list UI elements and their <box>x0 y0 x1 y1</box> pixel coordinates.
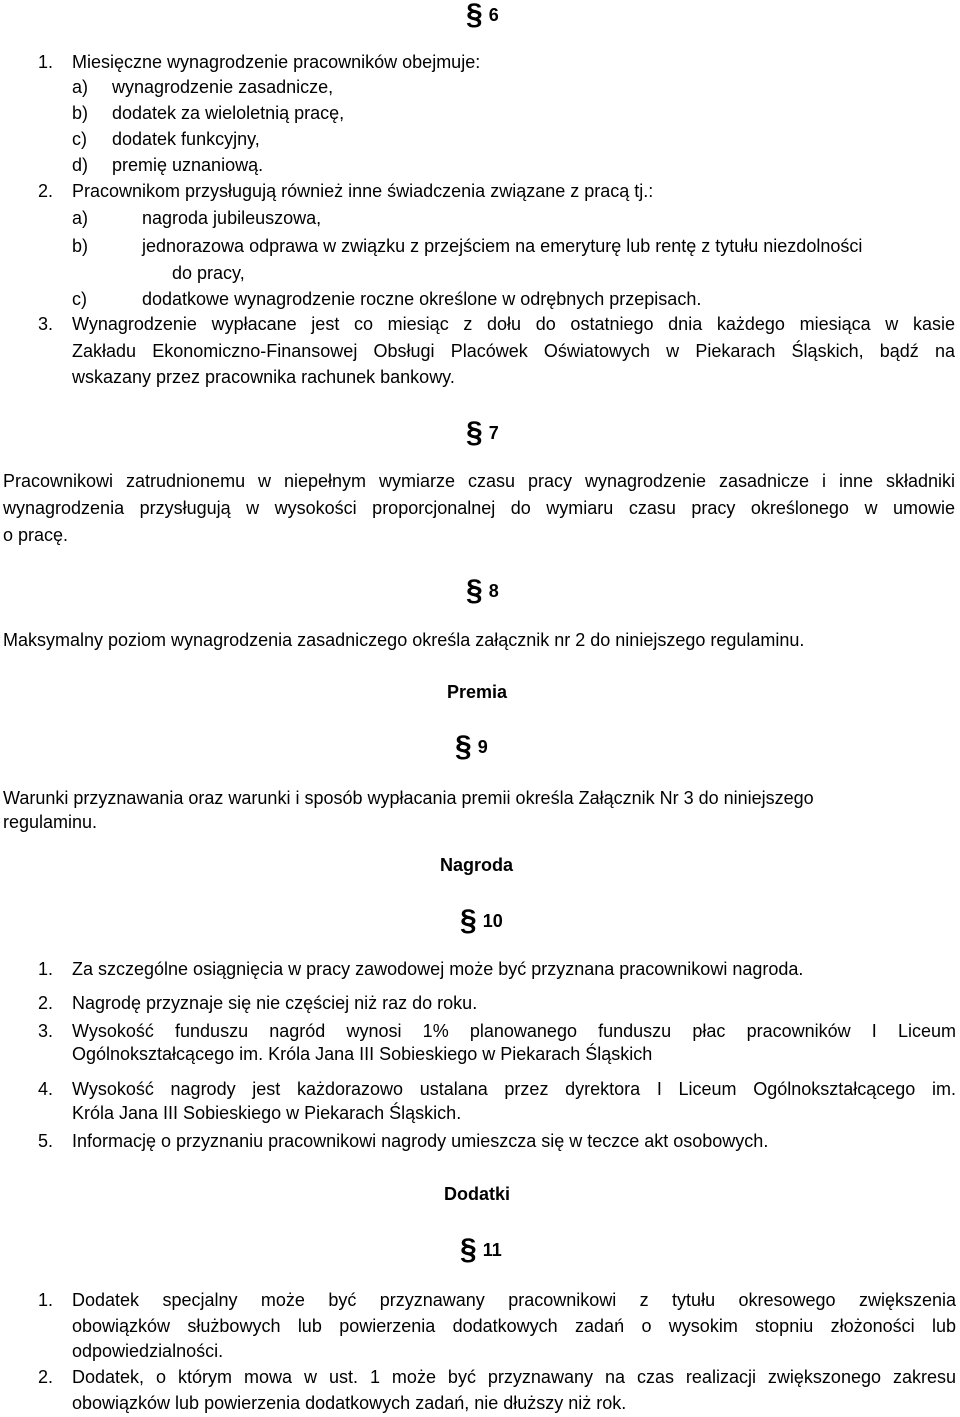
section-number: 8 <box>488 581 499 601</box>
section-symbol: § <box>460 904 477 937</box>
s10-item-1-num: 1. <box>38 959 54 979</box>
s6-item-1b-text: dodatek za wieloletnią pracę, <box>112 103 345 123</box>
s11-item-2-num: 2. <box>38 1367 54 1387</box>
section-8-heading <box>466 574 499 607</box>
s11-item-2-line2: obowiązków lub powierzenia dodatkowych zadań, nie dłuższy niż rok. <box>72 1393 627 1413</box>
s6-item-1a-num: a) <box>72 77 89 97</box>
s11-item-1-line3: odpowiedzialności. <box>72 1341 224 1361</box>
s10-item-4-line2: Króla Jana III Sobieskiego w Piekarach Śląskich. <box>72 1103 462 1123</box>
s6-item-3-num: 3. <box>38 314 54 334</box>
section-symbol: § <box>466 0 483 31</box>
section-symbol: § <box>460 1233 477 1266</box>
s9-line1: Warunki przyznawania oraz warunki i sposób wypłacania premii określa Załącznik Nr 3 do niniejszego <box>3 788 814 808</box>
s6-item-1c-text: dodatek funkcyjny, <box>112 129 260 149</box>
s10-item-5-num: 5. <box>38 1131 54 1151</box>
s11-item-1-num: 1. <box>38 1290 54 1310</box>
s6-item-2-num: 2. <box>38 181 54 201</box>
s11-item-1-line2: obowiązków służbowych lub powierzenia dodatkowych zadań o wysokim stopniu złożoności lub <box>72 1316 956 1336</box>
s6-item-1b-num: b) <box>72 103 89 123</box>
section-9-heading <box>455 730 488 763</box>
section-symbol: § <box>466 574 483 607</box>
premia-heading: Premia <box>447 682 508 702</box>
s6-item-2-text: Pracownikom przysługują również inne świadczenia związane z pracą tj.: <box>72 181 654 201</box>
section-11-heading <box>460 1233 502 1266</box>
s6-item-1c-num: c) <box>72 129 87 149</box>
s6-item-3-line1: Wynagrodzenie wypłacane jest co miesiąc z dołu do ostatniego dnia każdego miesiąca w kasie <box>72 314 955 334</box>
nagroda-heading: Nagroda <box>440 855 514 875</box>
section-number: 11 <box>482 1240 502 1260</box>
s10-item-4-line1: Wysokość nagrody jest każdorazowo ustalana przez dyrektora I Liceum Ogólnokształcącego im. <box>72 1079 956 1099</box>
s6-item-1-num: 1. <box>38 52 54 72</box>
s10-item-5-text: Informację o przyznaniu pracownikowi nagrody umieszcza się w teczce akt osobowych. <box>72 1131 769 1151</box>
section-10-heading <box>460 904 503 937</box>
section-symbol: § <box>455 730 472 763</box>
s6-item-3-line2: Zakładu Ekonomiczno-Finansowej Obsługi Placówek Oświatowych w Piekarach Śląskich, bądź na <box>72 341 955 361</box>
s10-item-4-num: 4. <box>38 1079 54 1099</box>
s11-item-1-line1: Dodatek specjalny może być przyznawany pracownikowi z tytułu okresowego zwiększenia <box>72 1290 956 1310</box>
s6-item-2c-text: dodatkowe wynagrodzenie roczne określone w odrębnych przepisach. <box>142 289 702 309</box>
section-7-heading <box>466 416 499 449</box>
s6-item-1-text: Miesięczne wynagrodzenie pracowników obejmuje: <box>72 52 481 72</box>
s6-item-2a-num: a) <box>72 208 89 228</box>
s9-line2: regulaminu. <box>3 812 98 832</box>
s7-line3: o pracę. <box>3 525 69 545</box>
s10-item-3-line2: Ogólnokształcącego im. Króla Jana III Sobieskiego w Piekarach Śląskich <box>72 1044 653 1064</box>
dodatki-heading: Dodatki <box>444 1184 511 1204</box>
s6-item-3-line3: wskazany przez pracownika rachunek bankowy. <box>72 367 455 387</box>
section-number: 9 <box>477 737 488 757</box>
s6-item-1d-num: d) <box>72 155 89 175</box>
s8-text: Maksymalny poziom wynagrodzenia zasadniczego określa załącznik nr 2 do niniejszego regulaminu. <box>3 630 805 650</box>
s6-item-2b-text: jednorazowa odprawa w związku z przejściem na emeryturę lub rentę z tytułu niezdolności <box>142 236 863 256</box>
section-number: 6 <box>488 5 499 25</box>
s10-item-3-num: 3. <box>38 1021 54 1041</box>
s6-item-2c-num: c) <box>72 289 87 309</box>
s6-item-1a-text: wynagrodzenie zasadnicze, <box>112 77 334 97</box>
s7-line2: wynagrodzenia przysługują w wysokości proporcjonalnej do wymiaru czasu pracy określonego w umowie <box>3 498 955 518</box>
s10-item-3-line1: Wysokość funduszu nagród wynosi 1% planowanego funduszu płac pracowników I Liceum <box>72 1021 956 1041</box>
s10-item-2-text: Nagrodę przyznaje się nie częściej niż raz do roku. <box>72 993 478 1013</box>
section-symbol: § <box>466 416 483 449</box>
s6-item-2b-num: b) <box>72 236 89 256</box>
section-number: 7 <box>488 423 499 443</box>
s6-item-1d-text: premię uznaniową. <box>112 155 264 175</box>
s6-item-2a-text: nagroda jubileuszowa, <box>142 208 322 228</box>
s11-item-2-line1: Dodatek, o którym mowa w ust. 1 może być przyznawany na czas realizacji zwiększonego zakresu <box>72 1367 956 1387</box>
s10-item-2-num: 2. <box>38 993 54 1013</box>
s7-line1: Pracownikowi zatrudnionemu w niepełnym wymiarze czasu pracy wynagrodzenie zasadnicze i inne składniki <box>3 471 955 491</box>
s6-item-2b-cont: do pracy, <box>172 263 245 283</box>
section-6-heading <box>466 0 499 31</box>
s10-item-1-text: Za szczególne osiągnięcia w pracy zawodowej może być przyznana pracownikowi nagroda. <box>72 959 804 979</box>
section-number: 10 <box>482 911 503 931</box>
